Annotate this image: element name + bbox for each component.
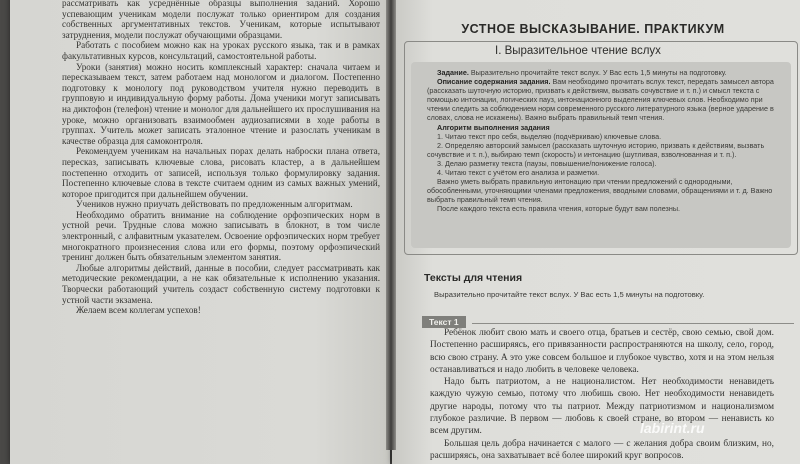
desc-text: Вам необходимо прочитать вслух текст, передать замысел автора (рассказать шуточную историю, призвать к действиям, вызвать сочувствие и т. п.) и смысл текста с помощью интонации, логических пауз, интонационного выделения ключевых слов. Необходимо при чтении следить за соблюдением норм современного русского литературного языка (верное ударение в словах, слова не искажены). Важно выбрать правильный темп чтения. (427, 77, 774, 123)
reading-paragraph: Ребёнок любит свою мать и своего отца, братьев и сестёр, свою семью, свой дом. Постепенно расширяясь, его привязанности распространяются на школу, село, город, всю свою страну. А это уже совсем большое и глубокое чувство, хотя и на этом нельзя останавливаться и надо любить в человеке человека. (430, 328, 774, 375)
left-paragraph: Уроки (занятия) можно носить комплексный характер: сначала читаем и пересказываем текст, затем работаем над монологом и диалогом. Постепенно подготовку к монологу под руководством учителя нужно переводить в групповую и индивидуальную форму работы. Дома ученики могут записывать на диктофон (телефон) чтение и монолог для дальнейшего их прослушивания на уроке, можно организовать взаимообмен аудиозаписями в ходе работы в группах. Учитель может записать эталонное чтение и разослать ученикам в качестве образца для самоконтроля. (62, 61, 380, 146)
task-line (427, 68, 783, 77)
text-label-badge: Текст 1 (422, 316, 466, 328)
reading-text (430, 327, 774, 462)
desc-line (427, 77, 783, 122)
reading-paragraph: Большая цель добра начинается с малого — с желания добра своим близким, но, расширяясь, она захватывает всё более широкий круг вопросов. (430, 438, 774, 461)
section-title: Тексты для чтения (424, 272, 523, 284)
book-gutter (386, 0, 396, 450)
page-heading: УСТНОЕ ВЫСКАЗЫВАНИЕ. ПРАКТИКУМ (461, 22, 725, 36)
desc-label: Описание содержания задания. (437, 77, 551, 87)
box-note: Важно уметь выбрать правильную интонацию при чтении предложений с однородными, обособленными, уточняющими членами предложения, вводными словами, обращениями и т. д. Важно выбрать правильный темп чтения. (427, 177, 773, 205)
left-paragraph: Работать с пособием можно как на уроках русского языка, так и в рамках факультативных курсов, консультаций, самостоятельной работы. (62, 40, 380, 61)
reading-paragraph: Надо быть патриотом, а не националистом. Нет необходимости ненавидеть каждую чужую семью, потому что любишь свою. Нет необходимости ненавидеть другие народы, потому что ты патриот. Между патриотизмом и национализмом глубокое различие. В первом — любовь к своей стране, во втором — ненависть ко всем другим. (430, 377, 774, 437)
left-paragraph: Любые алгоритмы действий, данные в пособии, следует рассматривать как методические рекомендации, а не как обязательные к исполнению указания. Творчески работающий учитель создаст собственную систему подготовки к устной части экзамена. (62, 262, 380, 305)
left-page (10, 0, 390, 464)
algo-step: 3. Делаю разметку текста (паузы, повышение/понижение голоса). (437, 158, 657, 168)
algo-step: 1. Читаю текст про себя, выделяю (подчёркиваю) ключевые слова. (437, 131, 662, 141)
algo-step: 2. Определяю авторский замысел (рассказать шуточную историю, призвать к действиям, вызвать сочувствие и т. п.), выбираю темп (скорость) и интонацию (шутливая, взволнованная и т. п.). (427, 140, 765, 159)
left-paragraph: Желаем всем коллегам успехов! (76, 305, 201, 316)
right-page (392, 0, 800, 464)
left-page-text (62, 0, 380, 316)
left-paragraph: Необходимо обратить внимание на соблюдение орфоэпических норм в устной речи. Трудные слова можно записывать в блокнот, в том числе электронный, с алфавитным указателем. Освоение орфоэпических норм требует многократного произнесения слова или его формы, поэтому орфоэпический тренинг должен быть обязательным элементом занятия. (62, 209, 380, 263)
box-note: После каждого текста есть правила чтения, которые будут вам полезны. (437, 204, 680, 214)
divider-rule (472, 323, 794, 324)
task-box-heading: I. Выразительное чтение вслух (495, 45, 661, 57)
algo-step: 4. Читаю текст с учётом его анализа и разметки. (437, 168, 600, 178)
watermark: labirint.ru (640, 420, 705, 436)
task-box-body (411, 62, 791, 248)
algo-label: Алгоритм выполнения задания (437, 122, 550, 132)
task-box-text (427, 68, 783, 214)
task-box (404, 41, 798, 255)
left-paragraph: рассматривать как усреднённые образцы выполнения заданий. Хорошо успевающим ученикам модели послужат только ориентиром для создания собственных аргументативных текстов. Ученикам, которые испытывают затруднения, модели послужат обучающими образцами. (62, 0, 380, 40)
task-label: Задание. (437, 68, 469, 77)
section-intro: Выразительно прочитайте текст вслух. У Вас есть 1,5 минуты на подготовку. (434, 290, 705, 299)
left-paragraph: Рекомендуем ученикам на начальных порах делать наброски плана ответа, пересказ, записывать ключевые слова, рисовать кластер, а в дальнейшем постепенно отходить от записей, используя только формулировку задания. Постепенно ключевые слова в тексте считаем одним из самых важных умений, которое пригодится при дальнейшем обучении. (62, 146, 380, 199)
task-text: Выразительно прочитайте текст вслух. У Вас есть 1,5 минуты на подготовку. (470, 68, 727, 77)
left-paragraph: Учеников нужно приучать действовать по предложенным алгоритмам. (76, 199, 353, 210)
